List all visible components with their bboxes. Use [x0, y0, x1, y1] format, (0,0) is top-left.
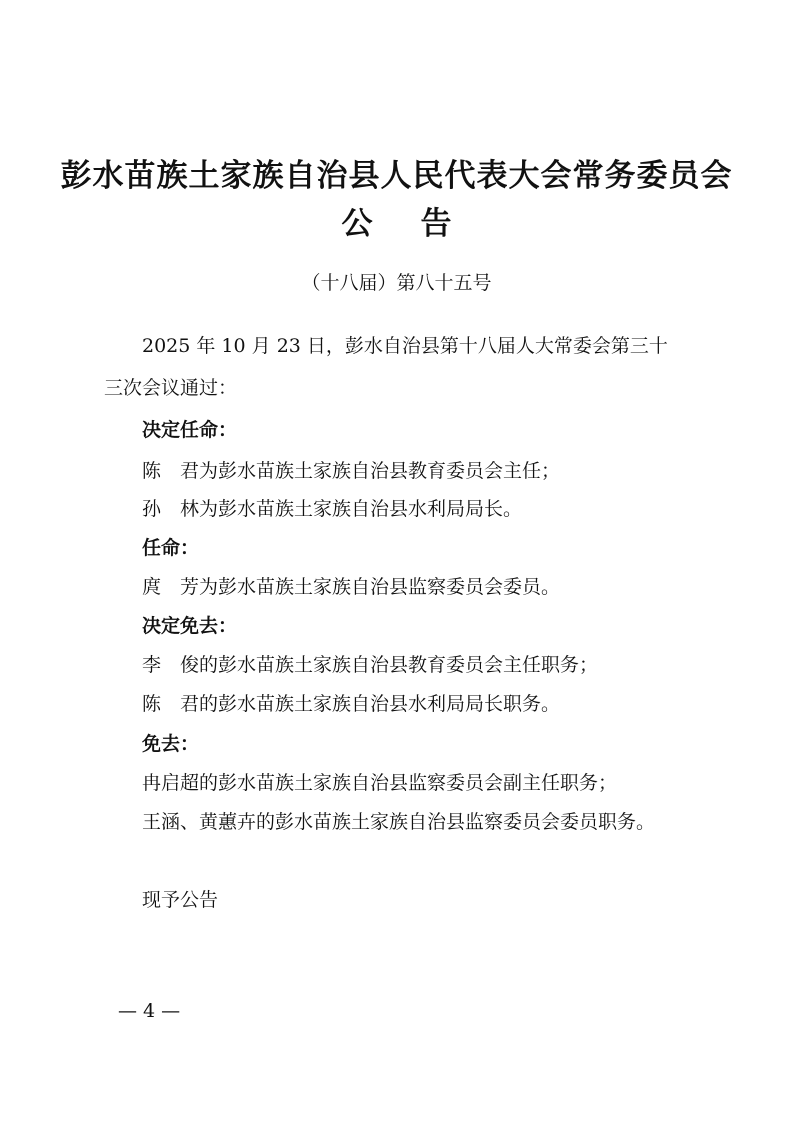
closing-text: 现予公告	[142, 889, 219, 911]
issue-number: （十八届）第八十五号	[301, 272, 492, 294]
section-heading-decide-appoint: 决定任命：	[142, 419, 238, 441]
intro-line-1: 2025 年 10 月 23 日，彭水自治县第十八届人大常委会第三十	[142, 335, 668, 357]
list-item: 陈 君为彭水苗族土家族自治县教育委员会主任；	[142, 460, 561, 482]
org-title: 彭水苗族土家族自治县人民代表大会常务委员会	[60, 158, 733, 194]
section-heading-appoint: 任命：	[142, 537, 200, 559]
section-heading-decide-remove: 决定免去：	[142, 615, 238, 637]
list-item: 庹 芳为彭水苗族土家族自治县监察委员会委员。	[142, 576, 561, 598]
page-number: — 4 —	[118, 1000, 181, 1022]
list-item: 孙 林为彭水苗族土家族自治县水利局局长。	[142, 498, 523, 520]
list-item: 李 俊的彭水苗族土家族自治县教育委员会主任职务；	[142, 654, 599, 676]
list-item: 王涵、黄蕙卉的彭水苗族土家族自治县监察委员会委员职务。	[142, 811, 656, 833]
notice-title: 公告	[341, 206, 500, 242]
list-item: 冉启超的彭水苗族土家族自治县监察委员会副主任职务；	[142, 772, 618, 794]
intro-line-2: 三次会议通过：	[104, 377, 238, 399]
section-heading-remove: 免去：	[142, 733, 200, 755]
list-item: 陈 君的彭水苗族土家族自治县水利局局长职务。	[142, 693, 561, 715]
